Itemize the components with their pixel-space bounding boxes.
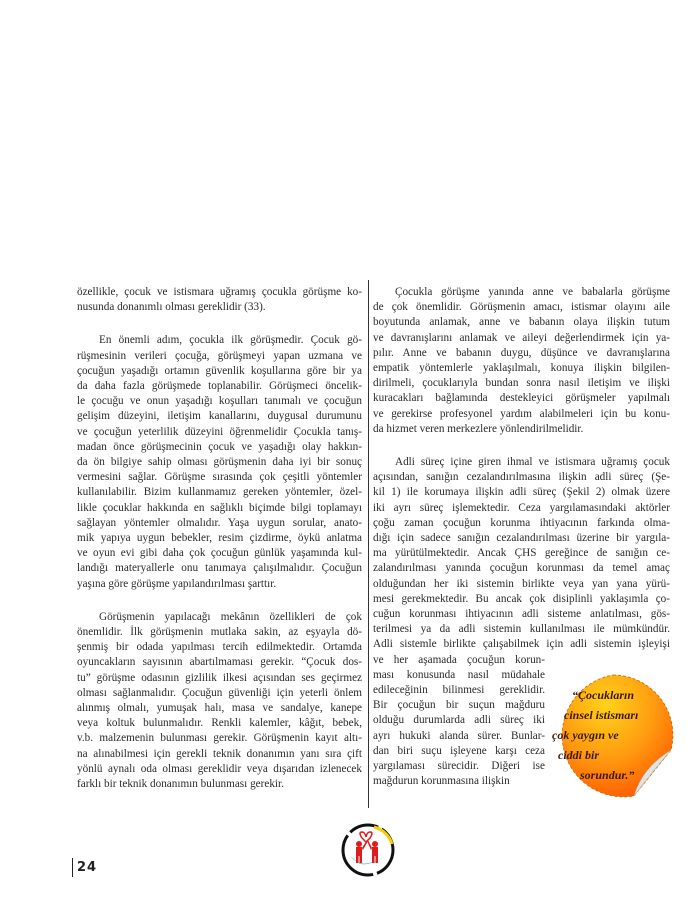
sticker-line: ciddi bir [558,748,599,762]
text-line: Adli sistemle birlikte çalışabilmek için adli sistemin işleyişi [373,638,670,651]
text-line: zalandırılması yanında çocuğun korunması da temel amaç [373,562,670,575]
text-line: kullanılabilir. Bizim kullanmamız gereken yöntemler, özel- [77,486,362,499]
text-line: Adli süreç içine giren ihmal ve istismara uğramış çocuk [395,456,670,469]
text-line: na alınabilmesi için gerekli teknik donanımın yanı sıra çift [77,747,362,760]
left-column [77,285,362,810]
text-line: Çocukla görüşme yanında anne ve babalarla görüşme [395,286,670,298]
text-line: vermesini sağlar. Görüşme sırasında çok çeşitli yöntemler [77,471,362,484]
text-line: da hizmet veren merkezlere yönlendirilmelidir. [373,422,584,435]
text-line: landığı materyallerle onu tanımaya çalışılmalıdır. Çocuğun [77,562,362,575]
text-line: ve her aşamada çocuğun korun- [373,653,545,666]
text-line: ma yürütülmektedir. Ancak ÇHS gereğince de sanığın ce- [373,547,670,560]
sticker-line: sorundur.” [580,768,635,782]
page-number: 24 [72,858,97,877]
text-line: pılır. Anne ve babanın duygu, düşünce ve davranışlarına [373,346,670,359]
text-line: mik yapıya uygun bebekler, resim çizdirme, öykü anlatma [77,532,362,545]
text-line: yönlü aynalı oda olması gereklidir veya dışarıdan izlenecek [77,762,362,775]
text-line: çoğu zaman çocuğun korunma ihtiyacının farkında olma- [373,516,670,529]
text-line: rüşmesinin verileri çocuğa, görüşmeyi yapan uzmana ve [77,349,362,362]
text-line: ve gerekirse profesyonel yardım alabilmeleri için bu konu- [373,407,670,420]
text-line: v.b. malzemenin bulunması gerekir. Görüşmenin kayıt altı- [77,732,362,745]
column-divider [368,280,369,808]
text-line: boyutunda anlamak, anne ve babanın olaya ilişkin tutum [373,316,670,329]
text-line: En önemli adım, çocukla ilk görüşmedir. Çocuk gö- [99,334,362,347]
quote-sticker [550,672,676,800]
text-line: ve çocuğun yeterlilik düzeyini öğrenmelidir Çocukla tanış- [77,425,362,438]
text-line: açısından, sanığın cezalandırılmasına ilişkin adli süreç (Şe- [373,471,670,484]
text-line: ve oyun evi gibi daha çok çocuğun günlük yaşamında kul- [77,547,362,560]
text-line: likle çocuklar hakkında en sağlıklı biçimde bilgi toplamayı [77,501,362,514]
sticker-line: cinsel istismarı [564,708,639,722]
text-line: empatik yöntemlerle yaklaşılmalı, konuya ilişkin bilgilen- [373,362,670,375]
logo-icon [340,822,396,878]
text-line: kil 1) ile korumaya ilişkin adli süreç (Şekil 2) olmak üzere [373,486,670,499]
text-line: mesi gerekmektedir. Bu ancak çok disiplinli yaklaşımla ço- [373,592,670,605]
sticker-line: “Çocukların [572,688,635,702]
text-line: le çocuğu ve onun yaşadığı koşulları tanımalı ve çocuğun [77,395,362,408]
text-line: yaşına göre görüşme yapılandırılması şarttır. [77,577,277,590]
text-line: olduğundan her iki sistemin birlikte veya yan yana yürü- [373,577,670,590]
text-line: gelişim düzeyini, iletişim kanallarını, duygusal durumunu [77,410,362,423]
text-line: da ön bilgiye sahip olması görüşmenin daha iyi bir sonuç [77,456,362,469]
text-line: çocuğun yaşadığı ortamın güvenlik koşullarına göre bir ya [77,364,362,377]
sticker-line: çok yaygın ve [552,728,619,742]
text-line: cuğun korunması ihtiyacının adli sisteme anlatılması, gös- [373,608,670,621]
text-line: ması konusunda nasıl müdahale [373,668,545,681]
text-line: önemlidir. İlk görüşmenin mutlaka sakin, az eşyayla dö- [77,626,362,639]
text-line: yargılaması sürecidir. Diğeri ise [373,760,545,773]
text-line: ayrı hukuki alanda sürer. Bunlar- [373,729,545,742]
text-line: da daha fazla görüşmede toplanabilir. Görüşmeci öncelik- [77,380,362,393]
paragraph [77,285,362,315]
text-line: tu” görüşme odasının gizlilik ilkesi açısından ses geçirmez [77,671,362,684]
text-line: şenmiş bir odada yapılması tercih edilmektedir. Ortamda [77,641,362,654]
organization-logo [340,822,396,878]
text-line: madan önce görüşmecinin çocuk ve yaşadığı olay hakkın- [77,440,362,453]
text-line: terilmesi ya da adli sistemin kullanılması ile mümkündür. [373,623,670,636]
text-line: Görüşmenin yapılacağı mekânın özellikleri de çok [99,610,362,623]
text-line: mağdurun korunmasına ilişkin [373,775,510,788]
text-line: nusunda donanımlı olması gereklidir (33). [77,301,266,314]
paragraph [373,285,670,437]
text-line: sağlayan yöntemler olmalıdır. Yaşa uygun sorular, anato- [77,516,362,529]
text-line: dığı için sadece sanığın cezalandırılması üzerine bir yargıla- [373,532,670,545]
text-line: veya koltuk bulunmalıdır. Renkli kalemler, kâğıt, bebek, [77,717,362,730]
text-line: farklı bir teknik donanımın bulunması gerekir. [77,778,284,791]
text-line: oyuncakların sayısının abartılmaması gerekir. “Çocuk dos- [77,656,362,669]
paragraph [77,333,362,591]
text-line: iki ayrı süreç işlemektedir. Ceza yargılamasındaki aktörler [373,501,670,514]
paragraph [77,610,362,792]
text-line: Bir çocuğun bir suçun mağduru [373,699,545,712]
text-line: özellikle, çocuk ve istismara uğramış çocukla görüşme ko- [77,286,362,298]
text-line: dirilmeli, çocuklarıyla bundan sonra nasıl iletişim ve ilişki [373,377,670,390]
text-line: alınmış olmalı, yumuşak halı, masa ve sandalye, kanepe [77,702,362,715]
text-line: olması sağlanmalıdır. Çocuğun güvenliği için yeterli önlem [77,686,362,699]
text-line: edileceğinin bilinmesi gereklidir. [373,684,545,697]
text-line: ve davranışlarını anlamak ve aileyi değerlendirmek için ya- [373,331,670,344]
text-line: de çok önemlidir. Görüşmenin amacı, istismar olayını aile [373,301,670,314]
text-line: kuracakları bağlamında destekleyici görüşmeler yapılmalı [373,392,670,405]
text-line: olduğu durumlarda adli süreç iki [373,714,545,727]
text-line: dan biri suçu işleyene karşı ceza [373,744,545,757]
